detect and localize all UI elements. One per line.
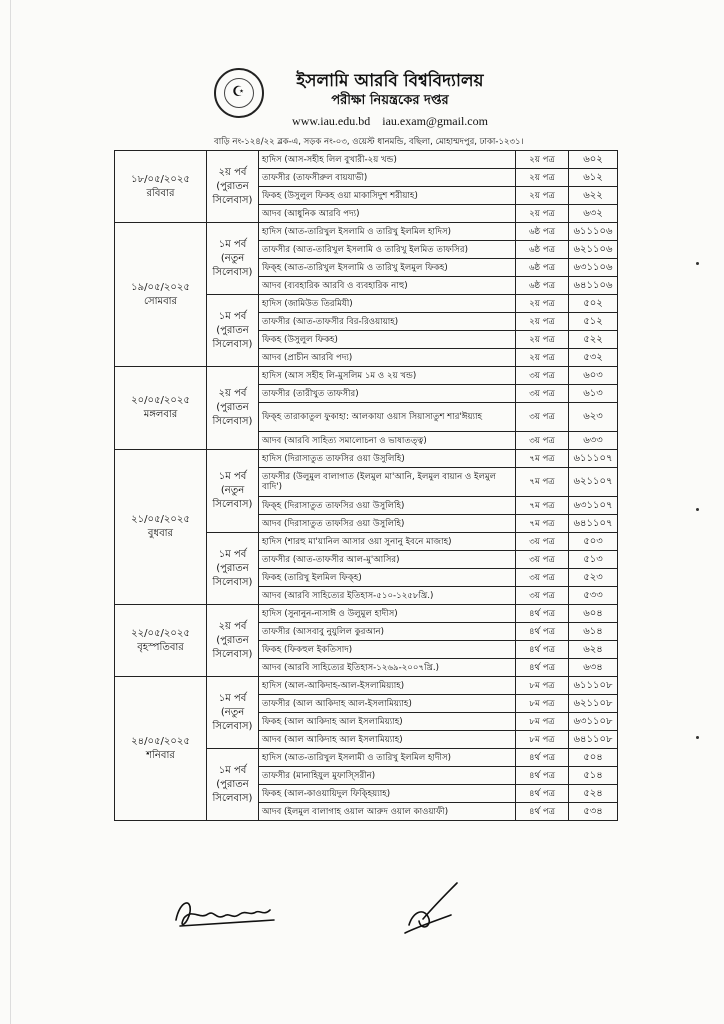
subject-name: তাফসীর (তারীখুত তাফসীর) (259, 385, 516, 403)
subject-name: হাদিস (আত-তারিখুল ইসলামী ও তারিখু ইলমিল হাদীস) (259, 749, 516, 767)
subject-name: হাদিস (দিরাসাতুত তাফসির ওয়া উসুলিহি) (259, 450, 516, 468)
paper-number: ৮ম পত্র (516, 731, 569, 749)
course-code: ৬২৩ (569, 403, 618, 432)
subject-name: ফিকহ (আল-কাওয়ায়িদুল ফিক্হিয়্যাহ) (259, 785, 516, 803)
exam-part: ১ম পর্ব (পুরাতন সিলেবাস) (207, 749, 259, 821)
subject-name: আদব (ইলমুল বালাগাহ ওয়াল আরুদ ওয়াল কাওয়াফী) (259, 803, 516, 821)
course-code: ৬৩৪ (569, 659, 618, 677)
subject-name: তাফসীর (আল আকিদাহ আল-ইসলামিয়্যাহ) (259, 695, 516, 713)
subject-name: হাদিস (আত-তারিখুল ইসলামি ও তারিখু ইলমিল হাদিস) (259, 223, 516, 241)
course-code: ৫২৩ (569, 569, 618, 587)
paper-number: ২য় পত্র (516, 169, 569, 187)
subject-name: হাদিস (আস-সহীহ লিল বুখারী-২য় খন্ড) (259, 151, 516, 169)
paper-number: ৭ম পত্র (516, 450, 569, 468)
exam-date-cell (115, 605, 207, 677)
margin-dot (696, 262, 699, 265)
subject-name: ফিক্হ (আত-তারিখুল ইসলামি ও তারিখু ইলমুল ফিকহ) (259, 259, 516, 277)
paper-number: ৪র্থ পত্র (516, 749, 569, 767)
exam-part: ২য় পর্ব (পুরাতন সিলেবাস) (207, 367, 259, 450)
course-code: ৬৩১১০৭ (569, 497, 618, 515)
paper-number: ৩য় পত্র (516, 367, 569, 385)
course-code: ৬৪১১০৭ (569, 515, 618, 533)
page-edge-line (10, 0, 11, 1024)
exam-part: ২য় পর্ব (পুরাতন সিলেবাস) (207, 151, 259, 223)
paper-number: ২য় পত্র (516, 331, 569, 349)
exam-day: মঙ্গলবার (143, 409, 178, 420)
course-code: ৫১৩ (569, 551, 618, 569)
subject-name: হাদিস (শারহু মা'য়ানিল আসার ওয়া সুনানু ইবনে মাজাহ) (259, 533, 516, 551)
course-code: ৬২৪ (569, 641, 618, 659)
table-row (115, 677, 618, 695)
subject-name: আদব (আল আকিদাহ আল ইসলামিয়্যাহ) (259, 731, 516, 749)
subject-name: ফিক্হ তারাকাতুল ফুকাহা: আলকাযা ওয়াস সিয়াসাতুশ শার'ঈয়্যাহ (259, 403, 516, 432)
paper-number: ৮ম পত্র (516, 713, 569, 731)
subject-name: হাদিস (জামিউত তিরমিযী) (259, 295, 516, 313)
paper-number: ৩য় পত্র (516, 587, 569, 605)
course-code: ৬১১১০৮ (569, 677, 618, 695)
subject-name: আদব (প্রাচীন আরবি পদ্য) (259, 349, 516, 367)
course-code: ৬৪১১০৮ (569, 731, 618, 749)
paper-number: ৬ষ্ঠ পত্র (516, 277, 569, 295)
paper-number: ২য় পত্র (516, 313, 569, 331)
exam-date: ২০/০৫/২০২৫ (131, 395, 190, 406)
exam-part: ১ম পর্ব (পুরাতন সিলেবাস) (207, 533, 259, 605)
course-code: ৬২১১০৮ (569, 695, 618, 713)
subject-name: তাফসীর (উলুমুল বালাগাত (ইলমুল মা'আনি, ইলমুল বায়ান ও ইলমুল বাদি') (259, 468, 516, 497)
subject-name: হাদিস (আস সহীহ লি-মুসলিম ১ম ও ২য় খন্ড) (259, 367, 516, 385)
course-code: ৬৩২ (569, 205, 618, 223)
subject-name: তাফসীর (আসবাবু নুযুলিল কুরআন) (259, 623, 516, 641)
paper-number: ২য় পত্র (516, 205, 569, 223)
subject-name: আদব (আরবি সাহিত্য সমালোচনা ও ভাষাতত্ত্ব) (259, 432, 516, 450)
website-link[interactable]: www.iau.edu.bd (292, 114, 371, 128)
paper-number: ৬ষ্ঠ পত্র (516, 241, 569, 259)
course-code: ৬০৩ (569, 367, 618, 385)
paper-number: ৪র্থ পত্র (516, 803, 569, 821)
university-seal-icon: ☪ (214, 68, 264, 118)
subject-name: হাদিস (আল-আকিদাহ-আল-ইসলামিয়্যাহ) (259, 677, 516, 695)
margin-dot (696, 508, 699, 511)
course-code: ৬০৪ (569, 605, 618, 623)
letterhead (240, 70, 540, 130)
subject-name: আদব (ব্যবহারিক আরবি ও ব্যবহারিক নাহু) (259, 277, 516, 295)
subject-name: আদব (দিরাসাতুত তাফসির ওয়া উসুলিহি) (259, 515, 516, 533)
paper-number: ৩য় পত্র (516, 403, 569, 432)
course-code: ৫০৪ (569, 749, 618, 767)
exam-part: ১ম পর্ব (নতুন সিলেবাস) (207, 450, 259, 533)
table-row (115, 450, 618, 468)
paper-number: ২য় পত্র (516, 187, 569, 205)
table-row (115, 151, 618, 169)
course-code: ৬৩৩ (569, 432, 618, 450)
subject-name: হাদিস (সুনানুন-নাসাঈ ও উলুমুল হাদীস) (259, 605, 516, 623)
paper-number: ৩য় পত্র (516, 533, 569, 551)
exam-date: ১৯/০৫/২০২৫ (131, 281, 190, 293)
subject-name: তাফসীর (আত-তারিখুল ইসলামি ও তারিখু ইলমিত তাফসির) (259, 241, 516, 259)
subject-name: আদব (আধুনিক আরবি পদ্য) (259, 205, 516, 223)
table-row (115, 605, 618, 623)
paper-number: ৭ম পত্র (516, 468, 569, 497)
course-code: ৬২২ (569, 187, 618, 205)
table-row (115, 223, 618, 241)
course-code: ৬০২ (569, 151, 618, 169)
exam-day: বৃহস্পতিবার (137, 641, 184, 653)
exam-part: ১ম পর্ব (নতুন সিলেবাস) (207, 677, 259, 749)
exam-date-cell (115, 151, 207, 223)
course-code: ৬২১১০৬ (569, 241, 618, 259)
paper-number: ২য় পত্র (516, 349, 569, 367)
margin-dot (696, 736, 699, 739)
subject-name: আদব (আরবি সাহিত্যের ইতিহাস-৫১০-১২৫৮খ্রি.) (259, 587, 516, 605)
course-code: ৫৩৩ (569, 587, 618, 605)
subject-name: ফিকহ (ফিকহুল ইকতিসাদ) (259, 641, 516, 659)
paper-number: ২য় পত্র (516, 151, 569, 169)
subject-name: তাফসীর (আত-তাফসীর বির-রিওয়ায়াহ) (259, 313, 516, 331)
subject-name: ফিকহ (আল আকিদাহ আল ইসলামিয়্যাহ) (259, 713, 516, 731)
exam-date-cell (115, 677, 207, 821)
signature-right (395, 875, 465, 945)
exam-day: সোমবার (143, 295, 178, 307)
paper-number: ৪র্থ পত্র (516, 785, 569, 803)
paper-number: ৪র্থ পত্র (516, 605, 569, 623)
office-name: পরীক্ষা নিয়ন্ত্রকের দপ্তর (331, 93, 449, 108)
paper-number: ৪র্থ পত্র (516, 623, 569, 641)
paper-number: ৭ম পত্র (516, 497, 569, 515)
paper-number: ৩য় পত্র (516, 569, 569, 587)
contact-line (240, 113, 540, 130)
exam-date: ২১/০৫/২০২৫ (131, 514, 190, 525)
course-code: ৬৩১১০৮ (569, 713, 618, 731)
paper-number: ৭ম পত্র (516, 515, 569, 533)
exam-day: রবিবার (146, 187, 175, 199)
subject-name: তাফসীর (তাফসীরুল বায়যাভী) (259, 169, 516, 187)
paper-number: ৬ষ্ঠ পত্র (516, 223, 569, 241)
course-code: ৬৩১১০৬ (569, 259, 618, 277)
paper-number: ৩য় পত্র (516, 385, 569, 403)
exam-day: শনিবার (146, 749, 175, 761)
exam-schedule-table (114, 150, 618, 821)
paper-number: ৮ম পত্র (516, 677, 569, 695)
course-code: ৫১৪ (569, 767, 618, 785)
course-code: ৬২১১০৭ (569, 468, 618, 497)
course-code: ৫৩৪ (569, 803, 618, 821)
paper-number: ৪র্থ পত্র (516, 641, 569, 659)
paper-number: ৬ষ্ঠ পত্র (516, 259, 569, 277)
paper-number: ৩য় পত্র (516, 432, 569, 450)
course-code: ৫০২ (569, 295, 618, 313)
course-code: ৫২৪ (569, 785, 618, 803)
paper-number: ৪র্থ পত্র (516, 767, 569, 785)
postal-address: বাড়ি নং-১২৪/২২ ব্লক-এ, সড়ক নং-০৩, ওয়েস্ট ধানমন্ডি, বছিলা, মোহাম্মদপুর, ঢাকা-১২৩১। (214, 137, 524, 147)
exam-date-cell (115, 450, 207, 605)
course-code: ৫৩২ (569, 349, 618, 367)
signature-left (170, 890, 280, 940)
exam-date: ২৪/০৫/২০২৫ (131, 735, 190, 747)
exam-part: ২য় পর্ব (পুরাতন সিলেবাস) (207, 605, 259, 677)
table-row (115, 367, 618, 385)
course-code: ৬১১১০৭ (569, 450, 618, 468)
course-code: ৫০৩ (569, 533, 618, 551)
course-code: ৬১১১০৬ (569, 223, 618, 241)
exam-date-cell (115, 367, 207, 450)
exam-date: ১৮/০৫/২০২৫ (131, 173, 190, 185)
subject-name: ফিকহ (তারিখু ইলমিল ফিক্হ) (259, 569, 516, 587)
university-name: ইসলামি আরবি বিশ্ববিদ্যালয় (296, 71, 484, 91)
exam-day: বুধবার (147, 528, 174, 539)
course-code: ৬১৪ (569, 623, 618, 641)
email-link[interactable]: iau.exam@gmail.com (382, 114, 488, 128)
course-code: ৬১৩ (569, 385, 618, 403)
exam-part: ১ম পর্ব (পুরাতন সিলেবাস) (207, 295, 259, 367)
exam-date-cell (115, 223, 207, 367)
subject-name: আদব (আরবি সাহিত্যের ইতিহাস-১২৬৯-২০০৭খ্রি.) (259, 659, 516, 677)
course-code: ৬৪১১০৬ (569, 277, 618, 295)
subject-name: তাফসীর (আত-তাফসীর আল-মু'আসির) (259, 551, 516, 569)
subject-name: ফিকহ (উসুলুল ফিকহ) (259, 331, 516, 349)
exam-part: ১ম পর্ব (নতুন সিলেবাস) (207, 223, 259, 295)
exam-date: ২২/০৫/২০২৫ (131, 627, 190, 639)
paper-number: ৪র্থ পত্র (516, 659, 569, 677)
paper-number: ৩য় পত্র (516, 551, 569, 569)
paper-number: ৮ম পত্র (516, 695, 569, 713)
course-code: ৫২২ (569, 331, 618, 349)
subject-name: তাফসীর (মানাহিযুল মুফাস্সিরীন) (259, 767, 516, 785)
course-code: ৫১২ (569, 313, 618, 331)
subject-name: ফিক্হ (দিরাসাতুত তাফসির ওয়া উসুলিহি) (259, 497, 516, 515)
course-code: ৬১২ (569, 169, 618, 187)
subject-name: ফিকহ (উসুলুল ফিকহ ওয়া মাকাসিদুশ শরীয়াহ) (259, 187, 516, 205)
paper-number: ২য় পত্র (516, 295, 569, 313)
